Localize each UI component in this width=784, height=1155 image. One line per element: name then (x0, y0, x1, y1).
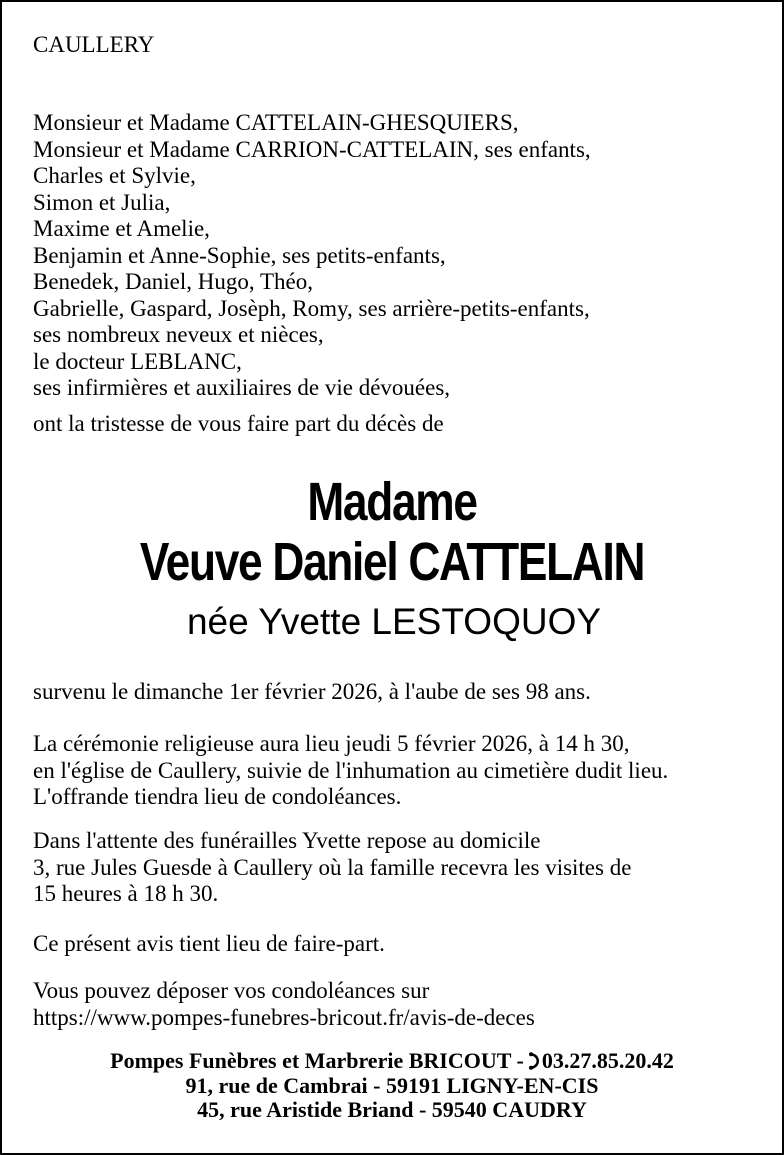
family-line: Monsieur et Madame CATTELAIN-GHESQUIERS, (33, 110, 519, 135)
rest-info (33, 828, 631, 908)
family-line: Benjamin et Anne-Sophie, ses petits-enfants, (33, 242, 446, 268)
funeral-home-footer (2, 1049, 782, 1123)
company-name: Pompes Funèbres et Marbrerie BRICOUT - (110, 1048, 524, 1073)
notice-text (33, 931, 385, 958)
deceased-title: Madame (307, 472, 477, 532)
rest-line: 3, rue Jules Guesde à Caullery où la famille recevra les visites de (33, 854, 632, 880)
ceremony-line: en l'église de Caullery, suivie de l'inhumation au cimetière dudit lieu. (33, 757, 669, 783)
condolences-info (33, 978, 535, 1031)
footer-address-ligny: 91, rue de Cambrai - 59191 LIGNY-EN-CIS (185, 1072, 599, 1098)
intro-line: ont la tristesse de vous faire part du décès de (33, 411, 444, 436)
footer-company-line (2, 1049, 782, 1074)
family-line: Monsieur et Madame CARRION-CATTELAIN, ses enfants, (33, 136, 591, 162)
ceremony-line: L'offrande tiendra lieu de condoléances. (33, 784, 402, 809)
family-line: Gabrielle, Gaspard, Josèph, Romy, ses arrière-petits-enfants, (33, 295, 590, 321)
family-line: ses nombreux neveux et nièces, (33, 322, 324, 347)
ceremony-line: La cérémonie religieuse aura lieu jeudi 5 février 2026, à 14 h 30, (33, 731, 630, 756)
town-name: CAULLERY (33, 32, 155, 57)
condolences-line: Vous pouvez déposer vos condoléances sur (33, 978, 430, 1003)
family-line: Benedek, Daniel, Hugo, Théo, (33, 269, 313, 294)
condolences-url: https://www.pompes-funebres-bricout.fr/avis-de-deces (33, 1004, 535, 1030)
town-header (33, 32, 154, 59)
deceased-name: Veuve Daniel CATTELAIN (139, 532, 645, 592)
footer-address-caudry: 45, rue Aristide Briand - 59540 CAUDRY (197, 1097, 587, 1122)
family-line: Charles et Sylvie, (33, 163, 196, 188)
family-line: Maxime et Amelie, (33, 216, 210, 241)
rest-line: 15 heures à 18 h 30. (33, 881, 219, 906)
phone-icon (527, 1051, 541, 1071)
family-line: Simon et Julia, (33, 189, 171, 215)
death-announcement (33, 679, 591, 706)
intro-text (33, 411, 444, 438)
family-line: le docteur LEBLANC, (33, 348, 242, 374)
phone-number: 03.27.85.20.42 (541, 1048, 674, 1073)
notice-line: Ce présent avis tient lieu de faire-part. (33, 931, 385, 956)
death-line: survenu le dimanche 1er février 2026, à l'aube de ses 98 ans. (33, 679, 591, 704)
ceremony-info (33, 731, 668, 811)
family-list (33, 110, 591, 402)
rest-line: Dans l'attente des funérailles Yvette repose au domicile (33, 828, 541, 853)
maiden-name: née Yvette LESTOQUOY (186, 601, 602, 642)
family-line: ses infirmières et auxiliaires de vie dévouées, (33, 375, 451, 400)
